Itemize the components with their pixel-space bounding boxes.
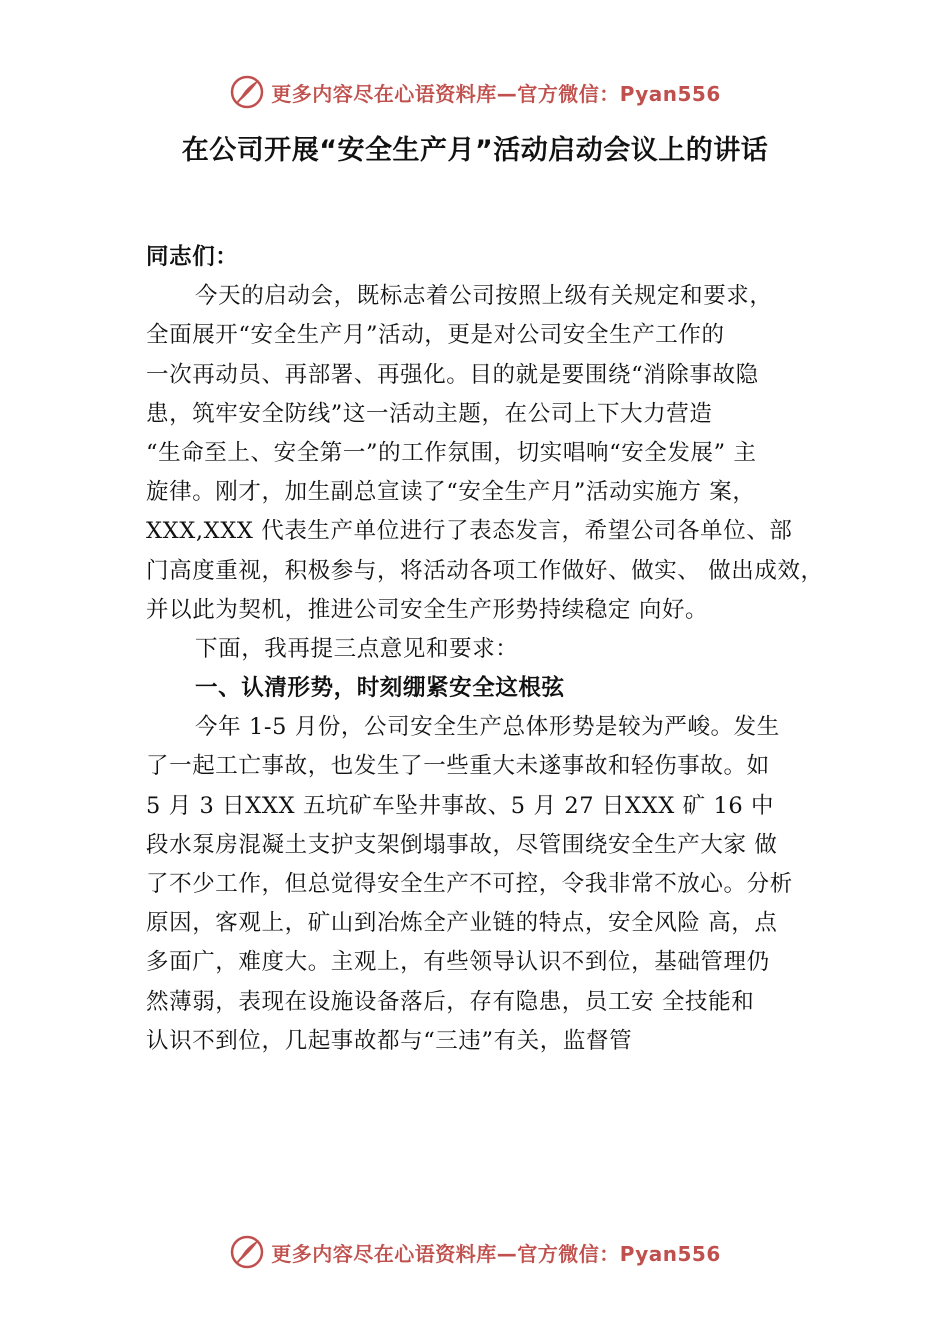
body-text-line: 然薄弱，表现在设施设备落后，存有隐患，员工安 全技能和 xyxy=(146,988,755,1015)
document-title: 在公司开展“安全生产月”活动启动会议上的讲话 xyxy=(181,135,769,166)
body-text-line: XXX,XXX 代表生产单位进行了表态发言，希望公司各单位、部 xyxy=(146,518,793,545)
body-text-line: 原因，客观上，矿山到冶炼全产业链的特点，安全风险 高，点 xyxy=(146,910,778,937)
header-banner xyxy=(0,72,950,112)
body-text-line: 下面，我再提三点意见和要求： xyxy=(195,635,519,662)
body-text-line: 一次再动员、再部署、再强化。目的就是要围绕“消除事故隐 xyxy=(146,361,759,388)
body-text-line: 并以此为契机，推进公司安全生产形势持续稳定 向好。 xyxy=(146,596,709,623)
section-heading: 一、认清形势，时刻绷紧安全这根弦 xyxy=(195,675,565,702)
salutation: 同志们： xyxy=(146,244,239,270)
banner-text: 更多内容尽在心语资料库—官方微信：Pyan556 xyxy=(271,81,721,106)
body-text-line: 5 月 3 日XXX 五坑矿车坠井事故、5 月 27 日XXX 矿 16 中 xyxy=(146,792,775,819)
document-body xyxy=(146,238,846,1061)
body-text-line: 门高度重视，积极参与，将活动各项工作做好、做实、 做出成效， xyxy=(146,557,824,584)
body-text-line: 今天的启动会，既标志着公司按照上级有关规定和要求， xyxy=(195,283,773,310)
body-text-line: 认识不到位，几起事故都与“三违”有关，监督管 xyxy=(146,1027,633,1054)
quill-logo-icon xyxy=(229,1234,265,1270)
quill-logo-icon xyxy=(229,74,265,110)
body-text-line: 患，筑牢安全防线”这一活动主题，在公司上下大力营造 xyxy=(146,400,713,427)
footer-banner xyxy=(0,1232,950,1272)
body-text-line: 多面广，难度大。主观上，有些领导认识不到位，基础管理仍 xyxy=(146,949,770,976)
body-text-line: “生命至上、安全第一”的工作氛围，切实唱响“安全发展” 主 xyxy=(146,439,757,466)
body-text-line: 今年 1-5 月份，公司安全生产总体形势是较为严峻。发生 xyxy=(195,714,780,741)
body-text-line: 了一起工亡事故，也发生了一些重大未遂事故和轻伤事故。如 xyxy=(146,753,770,780)
body-text-line: 了不少工作，但总觉得安全生产不可控，令我非常不放心。分析 xyxy=(146,871,793,897)
body-text-line: 全面展开“安全生产月”活动，更是对公司安全生产工作的 xyxy=(146,322,725,349)
banner-text: 更多内容尽在心语资料库—官方微信：Pyan556 xyxy=(271,1241,721,1266)
body-text-line: 段水泵房混凝土支护支架倒塌事故，尽管围绕安全生产大家 做 xyxy=(146,831,778,858)
body-text-line: 旋律。刚才，加生副总宣读了“安全生产月”活动实施方 案， xyxy=(146,479,756,506)
